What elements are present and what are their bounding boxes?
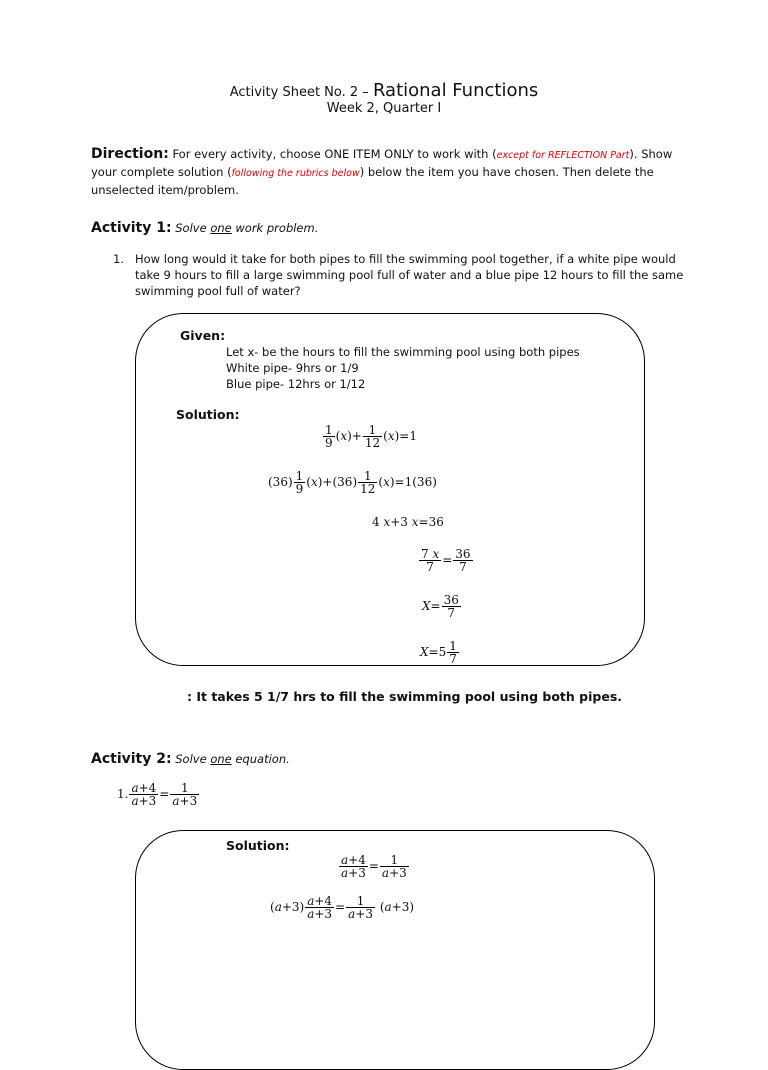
- activity1-instr-one: one: [210, 221, 232, 235]
- sheet-title: [0, 80, 768, 101]
- equation-3: 4 x+3 x=36: [372, 515, 444, 529]
- direction-red-1: except for REFLECTION Part: [496, 150, 630, 161]
- activity2-heading: [91, 751, 290, 767]
- solution-label: Solution:: [176, 407, 240, 422]
- activity2-problem-number: 1.: [117, 787, 129, 801]
- activity2-instr-one: one: [210, 752, 232, 766]
- problem-text: How long would it take for both pipes to fill the swimming pool together, if a white pipe would take 9 hours to fill a large swimming pool full of water and a blue pipe 12 hours to fill the same swimming pool full of water?: [135, 252, 684, 298]
- equation-1: $\frac{1}{9}$ (x)+ $\frac{1}{12}$ (x)=1: [325, 423, 417, 450]
- title-main: Rational Functions: [372, 80, 539, 101]
- activity1-instr-a: Solve: [171, 221, 211, 235]
- equation-5: X= $\frac{36}{7}$: [422, 593, 459, 620]
- activity1-heading: [91, 220, 318, 236]
- problem-number: 1.: [113, 252, 124, 266]
- week-quarter: Week 2, Quarter I: [326, 101, 442, 116]
- activity1-instr-b: work problem.: [231, 221, 319, 235]
- activity2-label: Activity 2:: [91, 751, 172, 767]
- given-line: Let x- be the hours to fill the swimming pool using both pipes: [226, 345, 580, 359]
- direction-red-2: following the rubrics below: [231, 168, 360, 179]
- given-line: Blue pipe- 12hrs or 1/12: [226, 377, 366, 391]
- activity2-instr-b: equation.: [231, 752, 290, 766]
- equation-a1: $\frac{a+4}{a+3}$ = $\frac{1}{a+3}$: [341, 853, 407, 880]
- given-label: Given:: [180, 328, 226, 343]
- equation-4: $\frac{7 x}{7}$ = $\frac{36}{7}$: [421, 547, 471, 574]
- activity2-instr-a: Solve: [171, 752, 211, 766]
- direction-paragraph: [91, 146, 691, 198]
- title-prefix: Activity Sheet No. 2 –: [229, 85, 373, 100]
- direction-text-2: ). Show your complete solution (: [91, 147, 673, 179]
- equation-a2: (a+3) $\frac{a+4}{a+3}$ = $\frac{1}{a+3}$ (a+3): [270, 894, 415, 921]
- direction-label: Direction:: [91, 146, 169, 162]
- given-line: White pipe- 9hrs or 1/9: [226, 361, 359, 375]
- activity1-label: Activity 1:: [91, 220, 172, 236]
- direction-text-1: For every activity, choose ONE ITEM ONLY to work with (: [168, 147, 497, 161]
- activity1-conclusion: : It takes 5 1/7 hrs to fill the swimming pool using both pipes.: [187, 689, 623, 704]
- direction-text-3: ) below the item you have chosen. Then delete the unselected item/problem.: [91, 165, 654, 197]
- equation-2: (36) $\frac{1}{9}$ (x)+(36) $\frac{1}{12}$ (x)=1(36): [268, 469, 437, 496]
- equation-6: X=5 $\frac{1}{7}$: [420, 639, 457, 666]
- solution-label-2: Solution:: [226, 838, 290, 853]
- activity2-problem: 1. $\frac{a+4}{a+3}$ = $\frac{1}{a+3}$: [117, 781, 198, 808]
